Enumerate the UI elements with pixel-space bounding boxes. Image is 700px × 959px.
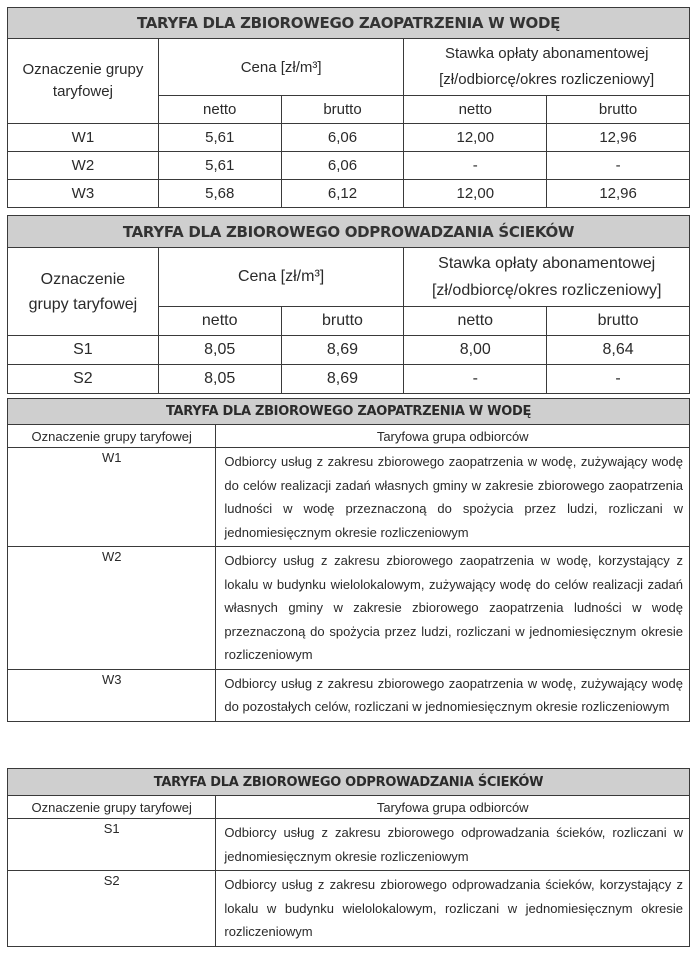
fee-brutto: 12,96 [547, 180, 690, 208]
group-description: Odbiorcy usług z zakresu zbiorowego zaopatrzenia w wodę, zużywający wodę do celów realizacji zadań własnych gminy w zakresie zbiorowego zaopatrzenia ludności w wodę przeznaczoną do spożycia przez ludzi, rozliczani w jednomiesięcznym okresie rozliczeniowym [216, 448, 690, 547]
fee-netto: 8,00 [404, 336, 547, 365]
sewage-col-fee-line2: [zł/odbiorcę/okres rozliczeniowy] [431, 282, 662, 299]
price-netto: 8,05 [158, 336, 281, 365]
water-col-fee-line1: Stawka opłaty abonamentowej [444, 45, 649, 62]
water-col-fee-line2: [zł/odbiorcę/okres rozliczeniowy] [439, 71, 655, 88]
table-row [8, 669, 690, 721]
fee-netto: - [404, 365, 547, 394]
sewage-col-fee [404, 248, 690, 307]
sewage-tariff-table [7, 215, 690, 394]
sewage-groups-col-group: Oznaczenie grupy taryfowej [8, 796, 216, 819]
group-code: S2 [8, 871, 216, 947]
fee-netto: - [404, 152, 547, 180]
water-col-group: Oznaczenie grupy taryfowej [8, 39, 159, 124]
sewage-groups-table [7, 768, 690, 947]
price-brutto: 6,06 [281, 152, 404, 180]
group-code: S1 [8, 819, 216, 871]
water-brutto-label: brutto [281, 96, 404, 124]
table-row [8, 547, 690, 670]
water-col-price: Cena [zł/m³] [158, 39, 404, 96]
group-code: W3 [8, 669, 216, 721]
fee-netto: 12,00 [404, 180, 547, 208]
price-netto: 5,68 [158, 180, 281, 208]
group-code: W1 [8, 124, 159, 152]
group-description: Odbiorcy usług z zakresu zbiorowego zaopatrzenia w wodę, zużywający wodę do pozostałych celów, rozliczani w jednomiesięcznym okresie rozliczeniowym [216, 669, 690, 721]
fee-brutto: - [547, 152, 690, 180]
price-brutto: 8,69 [281, 336, 404, 365]
fee-brutto: - [547, 365, 690, 394]
sewage-fee-netto-label: netto [404, 307, 547, 336]
table-row [8, 448, 690, 547]
group-code: S2 [8, 365, 159, 394]
sewage-col-fee-line1: Stawka opłaty abonamentowej [438, 255, 656, 272]
table-row [8, 365, 690, 394]
group-description: Odbiorcy usług z zakresu zbiorowego odprowadzania ścieków, rozliczani w jednomiesięcznym okresie rozliczeniowym [216, 819, 690, 871]
table-row [8, 180, 690, 208]
sewage-groups-col-desc: Taryfowa grupa odbiorców [216, 796, 690, 819]
water-fee-brutto-label: brutto [547, 96, 690, 124]
water-col-fee [404, 39, 690, 96]
price-brutto: 8,69 [281, 365, 404, 394]
fee-brutto: 8,64 [547, 336, 690, 365]
table-row [8, 124, 690, 152]
water-groups-title: TARYFA DLA ZBIOROWEGO ZAOPATRZENIA W WODĘ [8, 399, 690, 425]
table-row [8, 152, 690, 180]
group-description: Odbiorcy usług z zakresu zbiorowego odprowadzania ścieków, korzystający z lokalu w budynku wielolokalowym, rozliczani w jednomiesięcznym okresie rozliczeniowym [216, 871, 690, 947]
group-code: W3 [8, 180, 159, 208]
water-groups-col-group: Oznaczenie grupy taryfowej [8, 425, 216, 448]
fee-brutto: 12,96 [547, 124, 690, 152]
group-description: Odbiorcy usług z zakresu zbiorowego zaopatrzenia w wodę, korzystający z lokalu w budynku wielolokalowym, zużywający wodę do celów realizacji zadań własnych gminy w zakresie zbiorowego zaopatrzenia ludności w wodę przeznaczoną do spożycia przez ludzi, rozliczani w jednomiesięcznym okresie rozliczeniowym [216, 547, 690, 670]
fee-netto: 12,00 [404, 124, 547, 152]
group-code: W2 [8, 547, 216, 670]
price-netto: 5,61 [158, 152, 281, 180]
group-code: W1 [8, 448, 216, 547]
price-brutto: 6,12 [281, 180, 404, 208]
water-groups-col-desc: Taryfowa grupa odbiorców [216, 425, 690, 448]
sewage-netto-label: netto [158, 307, 281, 336]
water-fee-netto-label: netto [404, 96, 547, 124]
sewage-col-group-line1: Oznaczenie [40, 270, 126, 288]
group-code: W2 [8, 152, 159, 180]
price-brutto: 6,06 [281, 124, 404, 152]
water-tariff-table [7, 7, 690, 208]
water-tariff-title: TARYFA DLA ZBIOROWEGO ZAOPATRZENIA W WODĘ [8, 8, 690, 39]
price-netto: 8,05 [158, 365, 281, 394]
sewage-groups-title: TARYFA DLA ZBIOROWEGO ODPROWADZANIA ŚCIEKÓW [8, 769, 690, 796]
table-row [8, 819, 690, 871]
sewage-col-group [8, 248, 159, 336]
table-row [8, 871, 690, 947]
sewage-col-group-line2: grupy taryfowej [28, 295, 138, 313]
price-netto: 5,61 [158, 124, 281, 152]
group-code: S1 [8, 336, 159, 365]
sewage-fee-brutto-label: brutto [547, 307, 690, 336]
water-groups-table [7, 398, 690, 722]
water-netto-label: netto [158, 96, 281, 124]
table-row [8, 336, 690, 365]
sewage-tariff-title: TARYFA DLA ZBIOROWEGO ODPROWADZANIA ŚCIEKÓW [8, 216, 690, 248]
sewage-col-price: Cena [zł/m³] [158, 248, 404, 307]
sewage-brutto-label: brutto [281, 307, 404, 336]
